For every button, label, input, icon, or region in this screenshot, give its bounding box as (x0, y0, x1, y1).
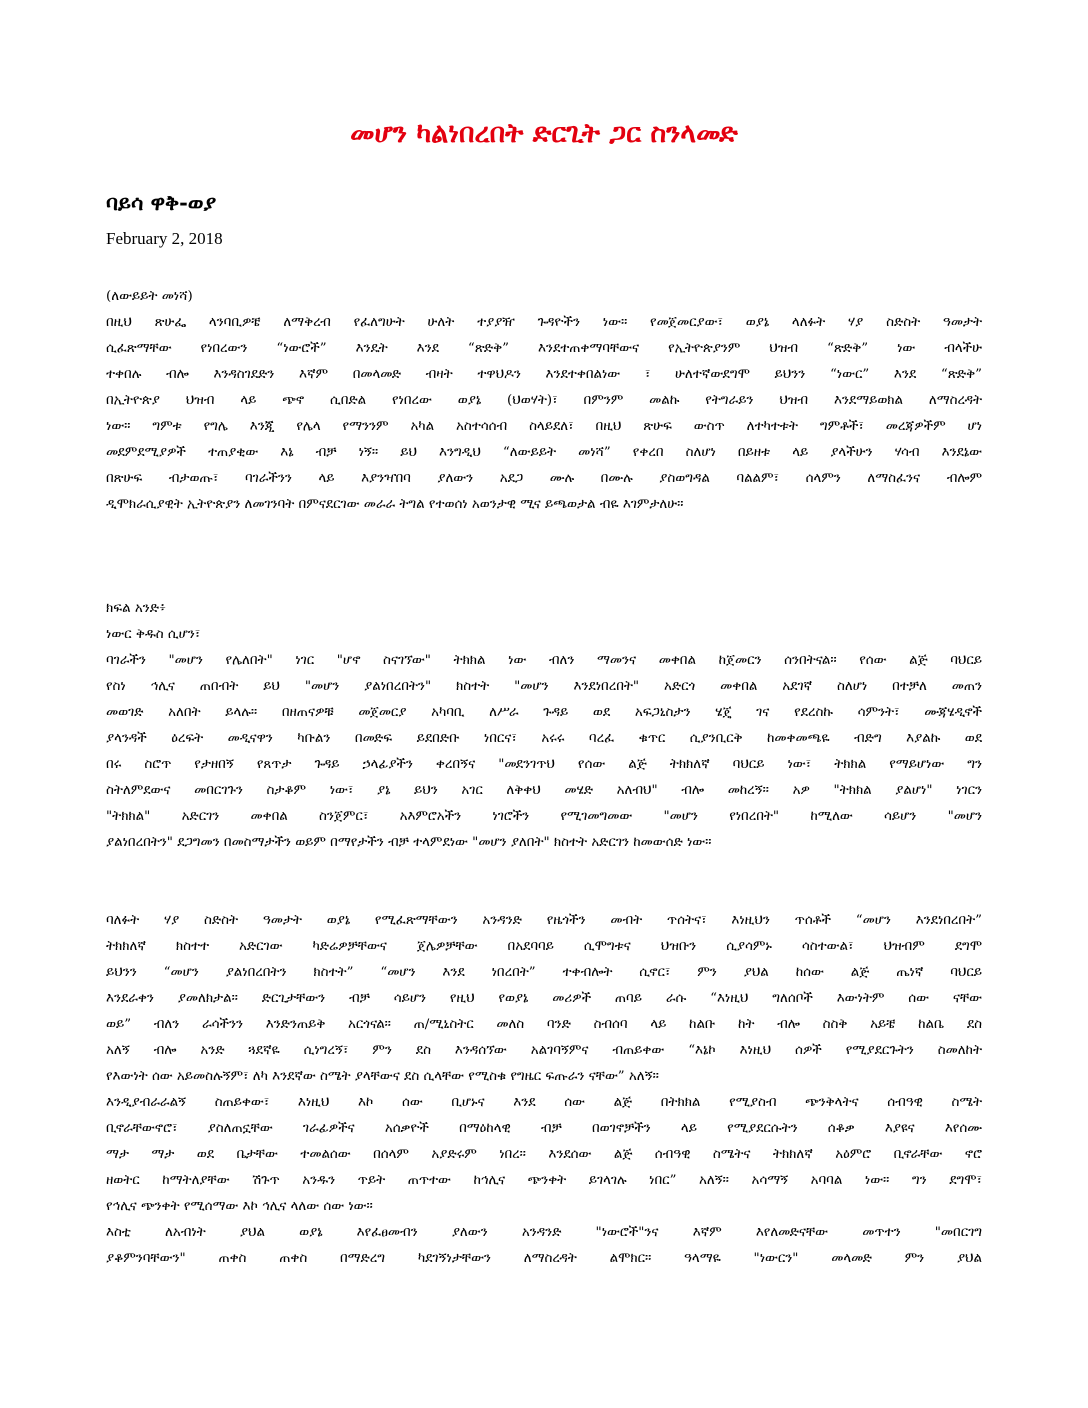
intro-line: ተቀበሉ ብሎ እንዳስገደድን እኛም በመላመድ ብዛት ተዋህዶን እንደተቀበልነው ፣ ሁለተኛውደግሞ ይህንን “ነውር” እንደ “ጽድቅ” (106, 367, 982, 382)
paragraph-line: አለኝ ብሎ አንድ ጓደኛዬ ሲነግረኝ፣ ምን ደስ እንዳሰኘው አልገባኝምና ብጠይቀው “እኔኮ እነዚህ ሰዎች የሚያደርጉትን ስመለከት (106, 1043, 982, 1058)
paragraph-line: ያላንዳች ዕረፍት መዲናዋን ካቡልን በመድፍ ይደበድቡ ነበርና፣ አሩሩ ባረፈ ቁጥር ሲያንቢርቅ ከመቀመጫዬ ብድግ እያልኩ ወደ (106, 731, 982, 746)
paragraph-line: ባገራችን "መሆን የሌለበት" ነገር "ሆኖ ስናገኘው" ትክክል ነው ብለን ማመንና መቀበል ከጀመርን ሰንበትናል። የሰው ልጅ ባህርይ (106, 653, 982, 668)
publication-date: February 2, 2018 (106, 229, 223, 248)
paragraph-line: ቢኖራቸውኖሮ፣ ያስለጠኗቸው ገራፊዎችና አሰቃዮች በማዕከላዊ ብቻ በወገኖቻችን ላይ የሚያደርሱትን ሰቆቃ እያዩና እየሰሙ (106, 1121, 982, 1136)
paragraph-line: ማታ ማታ ወደ ቤታቸው ተመልሰው በሰላም አያድሩም ነበረ። እንደሰው ልጅ ሰብዓዊ ስሜትና ትክክለኛ አዕምሮ ቢኖራቸው ኖሮ (106, 1147, 982, 1162)
paragraph-line: ባለፉት ሃያ ስድስት ዓመታት ወያኔ የሚፈጽማቸውን አንዳንድ የዜጎችን መብት ጥሰትና፣ እነዚህን ጥሰቶች “መሆን እንደነበረበት” (106, 913, 982, 928)
paragraph-line: የእውነት ሰው አይመስሉኝም፣ ለካ እንደኛው ስሜት ያላቸውና ደስ ሲላቸው የሚስቁ የግዜር ፍጡራን ናቸው” አለኝ። (106, 1069, 659, 1084)
paragraph-line: ዘወትር ከማትለያቸው ሽጉጥ አንዱን ጥይት ጠጥተው ከኅሊና ጭንቀት ይገላገሉ ነበር” አለኝ። አሳማኝ አባባል ነው። ግን ደግሞ፣ (106, 1173, 982, 1188)
intro-line: ዲሞክራሲያዊት ኢትዮጵያን ለመገንባት በምናደርገው መራራ ትግል የተወሰነ አወንታዊ ሚና ይጫወታል ብዬ እገምታለሁ። (106, 497, 684, 512)
paragraph-line: ያልነበረበትን" ደጋግመን በመስማታችን ወይም በማየታችን ብቻ ተላምደነው "መሆን ያለበት" ክስተት አድርገን ከመውሰድ ነው። (106, 835, 712, 850)
author-name: ባይሳ ዋቅ-ወያ (106, 190, 217, 215)
paragraph-line: ያቆምንባቸውን" ጠቀስ ጠቀስ በማድረግ ካደገኝነታቸውን ለማስረዳት ልሞክር። ዓላማዬ "ነውርን" መላመድ ምን ያህል (106, 1251, 982, 1266)
intro-label: (ለውይይት መነሻ) (106, 289, 193, 304)
paragraph-line: "ትክክል" አድርገን መቀበል ስንጀምር፣ አእምሮአችን ነገሮችን የሚገመግመው "መሆን የነበረበት" ከሚለው ሳይሆን "መሆን (106, 809, 982, 824)
paragraph-line: እንዲያብራራልኝ ስጠይቀው፣ እነዚህ እኮ ሰው ቢሆኑና እንደ ሰው ልጅ በትክክል የሚያስብ ጭንቅላትና ሰብዓዊ ስሜት (106, 1095, 982, 1110)
paragraph-line: ትክክለኛ ክስተተ አድርገው ካድሬዎቻቸውና ጀሌዎቻቸው በአደባባይ ሲሞግቱና ህዝቡን ሲያሳምኑ ሳስተውል፣ ህዝብም ደግሞ (106, 939, 982, 954)
paragraph-line: በሩ ስሮጥ የታዘበኝ የጸጥታ ጉዳይ ኃላፊያችን ቀረበኝና "መደንገጥህ የሰው ልጅ ትክክለኛ ባህርይ ነው፣ ትክክል የማይሆነው ግን (106, 757, 982, 772)
document-title: መሆን ካልነበረበት ድርጊት ጋር ስንላመድ (350, 118, 738, 149)
paragraph-line: ይህንን “መሆን ያልነበረበትን ክስተት” “መሆን እንደ ነበረበት” ተቀብሎት ሲኖር፣ ምን ያህል ከሰው ልጅ ጤነኛ ባህርይ (106, 965, 982, 980)
intro-line: ነው። ግምቱ የግሌ እንጂ የሌላ የማንንም አካል አስተሳሰብ ስላይደለ፣ በዚህ ጽሁፍ ውስጥ ለተካተቱት ግምቶች፣ መረጃዎችም ሆነ (106, 419, 982, 434)
intro-line: በኢትዮጵያ ህዝብ ላይ ጭኖ ሲበድል የነበረው ወያኔ (ህወሃት)፣ በምንም መልኩ የትግራይን ህዝብ እንደማይወክል ለማስረዳት (106, 393, 982, 408)
paragraph-line: እንደራቀን ያመለክታል። ድርጊታቸውን ብቻ ሳይሆን የዚህ የወያኔ መሪዎች ጠባይ ራሱ “እነዚህ ግለሰቦች እውነትም ሰው ናቸው (106, 991, 982, 1006)
intro-line (106, 310, 982, 336)
section-paragraph-4 (106, 1220, 982, 1272)
section-paragraph-3 (106, 1090, 982, 1220)
section-paragraph-2 (106, 908, 982, 1090)
paragraph-line: እስቲ ለአብነት ያህል ወያኔ እየፈፀመብን ያለውን አንዳንድ "ነውሮች"ንና እኛም እየለመድናቸው መጥተን "መበርገግ (106, 1225, 982, 1240)
paragraph-line: የስነ ኅሊና ጠበብት ይህ "መሆን ያልነበረበትን" ክስተት "መሆን እንደነበረበት" አድርጎ መቀበል አደገኛ ስለሆነ በተቻለ መጠን (106, 679, 982, 694)
section-paragraph-1 (106, 648, 982, 856)
paragraph-line: ወይ” ብለን ራሳችንን እንድንጠይቅ አርጎናል። ጠ/ሚኒስትር መለስ ባንድ ስብሰባ ላይ ከልቡ ከት ብሎ ስስቅ አይቼ ከልቤ ደስ (106, 1017, 982, 1032)
section-heading-block (106, 596, 982, 648)
paragraph-line: የኅሊና ጭንቀት የሚሰማው እኮ ኅሊና ላለው ሰው ነው። (106, 1199, 373, 1214)
section-subtitle: ነውር ቅዱስ ሲሆን፣ (106, 627, 201, 642)
paragraph-line: መወገድ አለበት ይላሉ። በዘጠናዎቹ መጀመርያ አካባቢ ለሥራ ጉዳይ ወደ አፍጋኒስታን ሄጄ ገና የደረስኩ ሳምንት፣ ሙጃሄዲኖች (106, 705, 982, 720)
intro-line: መደምደሚያዎች ተጠያቂው እኔ ብቻ ነኝ። ይህ እንግዲህ “ለውይይት መነሻ” የቀረበ ስለሆነ በይዘቱ ላይ ያላችሁን ሃሳብ እንደኔው (106, 445, 982, 460)
section-label: ክፍል አንድ፥ (106, 601, 167, 616)
intro-line: በጽሁፍ ብታወጡ፣ ባገራችንን ላይ እያንዣበባ ያለውን አደጋ ሙሉ በሙሉ ያስወግዳል ባልልም፣ ሰላምን ለማስፈንና ብሎም (106, 471, 982, 486)
intro-block (106, 284, 982, 518)
intro-line-text: በዚህ ጽሁፌ ላንባቢዎቼ ለማቅረብ የፈለግሁት ሁለት ተያያዥ ጉዳዮችን ነው። የመጀመርያው፣ ወያኔ ላለፉት ሃያ ስድስት ዓመታት (106, 315, 982, 330)
intro-line: ሲፈጽማቸው የነበረውን “ነውሮች” እንዴት እንደ “ጽድቅ” እንደተጠቀማባቸውና የኢትዮጵያንም ህዝብ “ጽድቅ” ነው ብላችሁ (106, 341, 982, 356)
paragraph-line: ስትለምደውና መበርገጉን ስታቆም ነው፣ ያኔ ይህን አገር ለቅቀህ መሄድ አለብህ" ብሎ መከረኝ። አዎ "ትክክል ያልሆነ" ነገርን (106, 783, 982, 798)
